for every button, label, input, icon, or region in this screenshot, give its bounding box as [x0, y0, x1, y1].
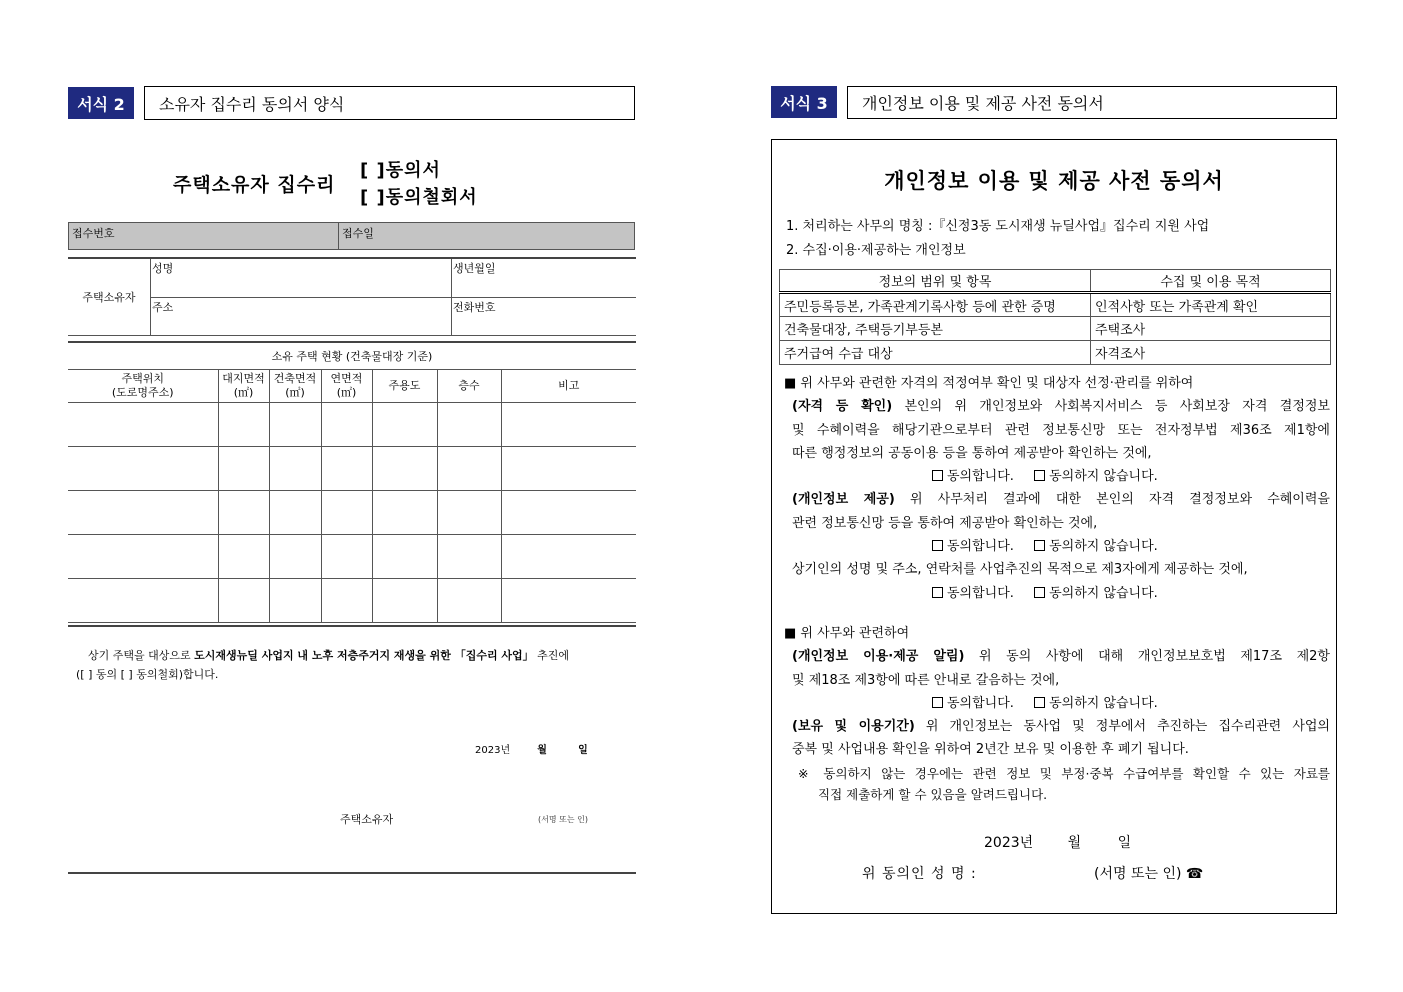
agree-label: 동의합니다. — [947, 469, 1014, 485]
statement-bold: 도시재생뉴딜 사업지 내 노후 저층주거지 재생을 위한 「집수리 사업」 — [194, 649, 534, 662]
row-purpose: 자격조사 — [1091, 341, 1331, 365]
housing-status-table — [68, 343, 636, 623]
table-row — [68, 402, 636, 446]
col-floor-area: 연면적 (㎡) — [321, 369, 372, 402]
form-header-title: 개인정보 이용 및 제공 사전 동의서 — [847, 86, 1337, 119]
disagree-option[interactable] — [1034, 586, 1158, 601]
clause-text: 본인의 위 개인정보와 사회복지서비스 등 사회보장 자격 결정정보 — [892, 399, 1330, 415]
col-floors: 층수 — [437, 369, 501, 402]
section-heading: ■ 위 사무와 관련한 자격의 적정여부 확인 및 대상자 선정·관리를 위하여 — [784, 376, 1194, 391]
row-scope: 주민등록등본, 가족관계기록사항 등에 관한 증명 — [780, 293, 1091, 317]
disagree-label: 동의하지 않습니다. — [1049, 539, 1158, 555]
cell[interactable] — [321, 534, 372, 578]
signer-label: 위 동의인 성 명 : — [862, 866, 977, 882]
sign-date — [475, 741, 588, 756]
cell[interactable] — [501, 446, 636, 490]
cell[interactable] — [269, 534, 321, 578]
table-row — [68, 534, 636, 578]
cell[interactable] — [501, 490, 636, 534]
cell[interactable] — [321, 446, 372, 490]
date-year: 2023년 — [475, 745, 511, 756]
checkbox-icon[interactable] — [1034, 540, 1045, 551]
agree-option[interactable] — [932, 539, 1014, 554]
clause-text: 위 동의 사항에 대해 개인정보보호법 제17조 제2항 — [964, 649, 1330, 665]
cell[interactable] — [269, 490, 321, 534]
status-bottom-rule — [68, 625, 636, 627]
form-bottom-rule — [68, 872, 636, 874]
cell[interactable] — [437, 490, 501, 534]
choice-row — [784, 535, 1330, 558]
cell[interactable] — [68, 446, 218, 490]
checkbox-icon[interactable] — [932, 540, 943, 551]
note-text: 직접 제출하게 할 수 있음을 알려드립니다. — [818, 787, 1048, 803]
disagree-label: 동의하지 않습니다. — [1049, 469, 1158, 485]
clause-text: 관련 정보통신망 등을 통하여 제공받아 확인하는 것에, — [792, 515, 1098, 531]
consent-document — [771, 139, 1337, 914]
name-label: 성명 — [152, 262, 174, 275]
disagree-label: 동의하지 않습니다. — [1049, 695, 1158, 711]
table-head-purpose: 수집 및 이용 목적 — [1091, 270, 1331, 293]
cell[interactable] — [269, 402, 321, 446]
agree-label: 동의합니다. — [947, 539, 1014, 555]
date-day: 일 — [1117, 835, 1132, 851]
item-task-name: 1. 처리하는 사무의 명칭 :『신정3동 도시재생 뉴딜사업』집수리 지원 사업 — [786, 219, 1210, 234]
clause-text: 따른 행정정보의 공동이용 등을 통하여 제공받아 확인하는 것에, — [792, 445, 1152, 461]
sign-hint: (서명 또는 인) — [538, 815, 588, 824]
clause-label: (보유 및 이용기간) — [792, 719, 915, 735]
agree-option[interactable] — [932, 469, 1014, 484]
cell[interactable] — [372, 578, 437, 622]
choice-row — [784, 582, 1330, 605]
cell[interactable] — [321, 578, 372, 622]
cell[interactable] — [501, 534, 636, 578]
statement-pre: 상기 주택을 대상으로 — [88, 649, 195, 662]
cell[interactable] — [372, 534, 437, 578]
item-collected-info: 2. 수집·이용·제공하는 개인정보 — [786, 243, 966, 258]
receipt-bar — [68, 222, 635, 250]
name-field[interactable] — [151, 259, 452, 297]
receipt-no-label: 접수번호 — [72, 227, 115, 240]
checkbox-icon[interactable] — [1034, 470, 1045, 481]
sign-hint — [1094, 863, 1203, 883]
cell[interactable] — [501, 578, 636, 622]
agree-option[interactable] — [932, 696, 1014, 711]
divider — [338, 223, 339, 249]
row-scope: 건축물대장, 주택등기부등본 — [780, 317, 1091, 341]
phone-field[interactable] — [452, 297, 637, 335]
address-label: 주소 — [152, 300, 174, 314]
owner-label: 주택소유자 — [68, 259, 151, 335]
table-row — [780, 317, 1331, 341]
document-title: 개인정보 이용 및 제공 사전 동의서 — [884, 169, 1224, 193]
info-table — [779, 269, 1331, 365]
col-note: 비고 — [501, 369, 636, 402]
cell[interactable] — [218, 490, 269, 534]
disagree-option[interactable] — [1034, 539, 1158, 554]
choice-row — [784, 465, 1330, 488]
cell[interactable] — [68, 534, 218, 578]
table-row — [68, 490, 636, 534]
cell[interactable] — [437, 446, 501, 490]
date-day: 일 — [578, 745, 588, 756]
address-field[interactable] — [151, 297, 452, 335]
cell[interactable] — [269, 446, 321, 490]
clause-label: (자격 등 확인) — [792, 399, 893, 415]
agree-option[interactable] — [932, 586, 1014, 601]
consent-body — [784, 372, 1330, 805]
cell[interactable] — [269, 578, 321, 622]
birth-label: 생년월일 — [453, 262, 496, 275]
row-purpose: 주택조사 — [1091, 317, 1331, 341]
status-title: 소유 주택 현황 (건축물대장 기준) — [68, 343, 636, 369]
checkbox-icon[interactable] — [1034, 587, 1045, 598]
choice-row — [784, 692, 1330, 715]
cell[interactable] — [321, 490, 372, 534]
col-building-area: 건축면적 (㎡) — [269, 369, 321, 402]
clause-text: 위 개인정보는 동사업 및 정부에서 추진하는 집수리관련 사업의 — [914, 719, 1330, 735]
form-title: 주택소유자 집수리 — [173, 174, 336, 196]
table-row — [780, 341, 1331, 365]
signer-label: 주택소유자 — [340, 813, 394, 826]
consent-statement — [88, 647, 628, 663]
cell[interactable] — [372, 446, 437, 490]
clause-text: 중복 및 사업내용 확인을 위하여 2년간 보유 및 이용한 후 폐기 됩니다. — [792, 742, 1189, 758]
phone-label: 전화번호 — [453, 300, 496, 314]
form-tag: 서식 3 — [771, 86, 837, 118]
table-row — [780, 293, 1331, 317]
disagree-option[interactable] — [1034, 469, 1158, 484]
receipt-date-label: 접수일 — [342, 227, 374, 240]
cell[interactable] — [437, 402, 501, 446]
col-location: 주택위치 (도로명주소) — [68, 369, 218, 402]
disagree-label: 동의하지 않습니다. — [1049, 585, 1158, 601]
col-land-area: 대지면적 (㎡) — [218, 369, 269, 402]
cell[interactable] — [372, 402, 437, 446]
sign-date — [984, 832, 1131, 852]
section-heading: ■ 위 사무와 관련하여 — [784, 625, 910, 641]
checkbox-icon[interactable] — [1034, 697, 1045, 708]
disagree-option[interactable] — [1034, 696, 1158, 711]
cell[interactable] — [501, 402, 636, 446]
birth-field[interactable] — [452, 259, 637, 297]
form-tag: 서식 2 — [68, 87, 134, 119]
clause-text: 상기인의 성명 및 주소, 연락처를 사업추진의 목적으로 제3자에게 제공하는 것에, — [792, 562, 1248, 578]
table-head-scope: 정보의 범위 및 항목 — [780, 270, 1091, 293]
cell[interactable] — [218, 402, 269, 446]
clause-text: 위 사무처리 결과에 대한 본인의 자격 결정정보와 수혜이력을 — [894, 492, 1330, 508]
cell[interactable] — [218, 534, 269, 578]
checkbox-icon[interactable] — [932, 697, 943, 708]
cell[interactable] — [68, 578, 218, 622]
clause-text: 및 수혜이력을 해당기관으로부터 관련 정보통신망 또는 전자정부법 제36조 제1항에 — [792, 422, 1330, 438]
statement-post: 추진에 — [533, 649, 570, 662]
clause-label: (개인정보 제공) — [792, 492, 895, 508]
row-scope: 주거급여 수급 대상 — [780, 341, 1091, 365]
sign-hint-text: (서명 또는 인) — [1094, 866, 1182, 882]
phone-icon: ☎ — [1185, 866, 1204, 882]
date-year: 2023년 — [984, 835, 1034, 851]
date-month: 월 — [537, 745, 547, 756]
cell[interactable] — [218, 578, 269, 622]
clause-label: (개인정보 이용·제공 알림) — [792, 649, 965, 665]
owner-table — [68, 259, 636, 336]
cell[interactable] — [68, 490, 218, 534]
row-purpose: 인적사항 또는 가족관계 확인 — [1091, 293, 1331, 317]
date-month: 월 — [1067, 835, 1082, 851]
withdraw-option: [ ]동의철회서 — [360, 187, 478, 208]
cell[interactable] — [437, 578, 501, 622]
checkbox-icon[interactable] — [932, 470, 943, 481]
col-use: 주용도 — [372, 369, 437, 402]
table-row — [68, 578, 636, 622]
consent-option: [ ]동의서 — [360, 160, 441, 181]
form-header-title: 소유자 집수리 동의서 양식 — [144, 86, 635, 120]
cell[interactable] — [68, 402, 218, 446]
cell[interactable] — [372, 490, 437, 534]
table-row — [68, 446, 636, 490]
cell[interactable] — [437, 534, 501, 578]
consent-choice-line: ([ ] 동의 [ ] 동의철회)합니다. — [76, 668, 219, 681]
cell[interactable] — [218, 446, 269, 490]
clause-text: 및 제18조 제3항에 따른 안내로 갈음하는 것에, — [792, 672, 1060, 688]
checkbox-icon[interactable] — [932, 587, 943, 598]
agree-label: 동의합니다. — [947, 585, 1014, 601]
agree-label: 동의합니다. — [947, 695, 1014, 711]
note-text: ※ 동의하지 않는 경우에는 관련 정보 및 부정·중복 수급여부를 확인할 수 있는 자료를 — [798, 765, 1330, 781]
cell[interactable] — [321, 402, 372, 446]
